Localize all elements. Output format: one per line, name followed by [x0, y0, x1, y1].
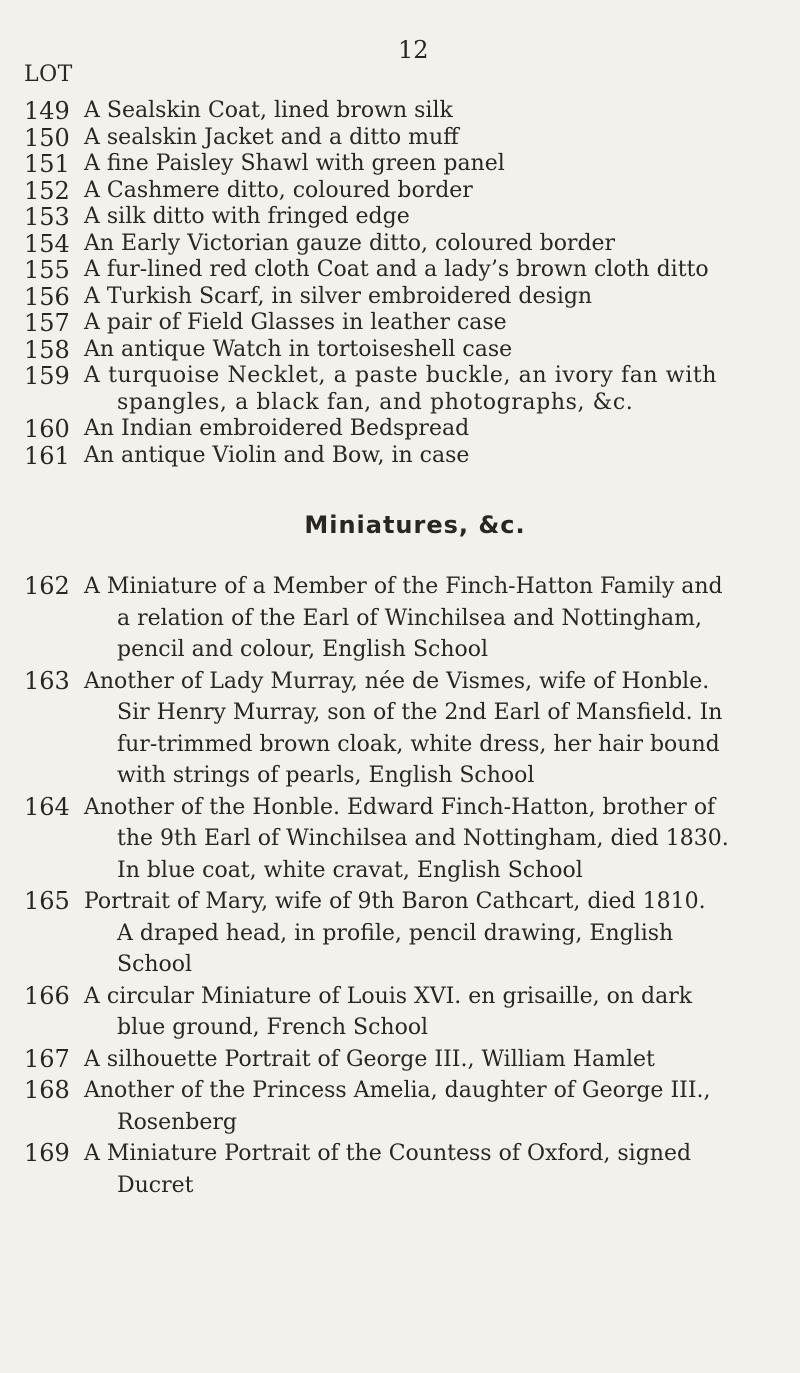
lot-description-continuation: fur-trimmed brown cloak, white dress, her hair bound: [117, 731, 720, 757]
lot-description-line: A sealskin Jacket and a ditto muff: [84, 124, 459, 150]
lot-description: [63, 284, 786, 311]
lot-description: [63, 257, 786, 284]
miniature-lot-row: [24, 1044, 786, 1076]
lot-description-continuation: A draped head, in profile, pencil drawing, English: [117, 920, 674, 946]
lot-description-line: A Miniature of a Member of the Finch-Hatton Family and: [84, 574, 723, 599]
lot-description-continuation: with strings of pearls, English School: [117, 763, 535, 788]
lot-description-continuation: Ducret: [117, 1172, 194, 1198]
lot-description: [63, 886, 786, 981]
lot-description-continuation: a relation of the Earl of Winchilsea and Nottingham,: [117, 605, 702, 631]
lot-description: [63, 337, 786, 364]
lot-description: [63, 125, 786, 152]
lot-description: [63, 1044, 786, 1076]
lot-description-continuation: School: [117, 952, 193, 977]
lot-column-heading: LOT: [24, 62, 73, 87]
lot-description-line: Another of Lady Murray, née de Vismes, wife of Honble.: [84, 668, 710, 694]
lot-description: [63, 666, 786, 792]
lot-description-line: Portrait of Mary, wife of 9th Baron Cathcart, died 1810.: [84, 889, 706, 914]
lot-description: [63, 981, 786, 1044]
lot-description-line: An antique Watch in tortoiseshell case: [84, 336, 513, 362]
lot-description-continuation: In blue coat, white cravat, English School: [117, 857, 583, 883]
lot-row: [24, 204, 786, 231]
lot-description-continuation: the 9th Earl of Winchilsea and Nottingham, died 1830.: [117, 826, 729, 851]
section-title-miniatures: Miniatures, &c.: [304, 511, 526, 539]
lot-description-line: A silk ditto with fringed edge: [84, 204, 410, 229]
lot-description: [63, 151, 786, 178]
lot-row: [24, 337, 786, 364]
lot-description-line: Another of the Honble. Edward Finch-Hatton, brother of: [84, 794, 716, 820]
lot-description-line: A Cashmere ditto, coloured border: [84, 177, 473, 203]
lot-description: [63, 1138, 786, 1201]
lot-number: 155: [24, 256, 70, 284]
lot-number: 167: [24, 1044, 70, 1073]
lot-description: [63, 310, 786, 337]
lot-description: [63, 178, 786, 205]
lot-description-continuation: spangles, a black fan, and photographs, &c.: [117, 389, 634, 415]
lot-number: 157: [24, 309, 70, 337]
miniature-lot-row: [24, 571, 786, 666]
miniature-lots: [24, 571, 786, 1201]
miniature-lot-row: [24, 981, 786, 1044]
miniature-lot-row: [24, 666, 786, 792]
lot-description: [63, 98, 786, 125]
lot-row: [24, 284, 786, 311]
lot-description-continuation: Rosenberg: [117, 1109, 237, 1135]
lot-description-line: A fine Paisley Shawl with green panel: [84, 151, 505, 176]
lot-description-continuation: pencil and colour, English School: [117, 637, 489, 662]
lot-row: [24, 257, 786, 284]
miniature-lot-row: [24, 1138, 786, 1201]
lot-description: [63, 231, 786, 258]
lot-description: [63, 204, 786, 231]
lot-description-line: A Sealskin Coat, lined brown silk: [84, 98, 453, 123]
lot-row: [24, 310, 786, 337]
lot-row: [24, 125, 786, 152]
lot-number: 150: [24, 123, 70, 152]
lot-row: [24, 231, 786, 258]
miniature-lot-row: [24, 792, 786, 887]
lot-number: 162: [24, 572, 70, 600]
lot-number: 149: [24, 97, 70, 125]
lot-description-line: An antique Violin and Bow, in case: [84, 442, 470, 468]
lot-row: [24, 178, 786, 205]
lot-description-line: A turquoise Necklet, a paste buckle, an ivory fan with: [84, 363, 718, 388]
page-number: 12: [398, 36, 429, 64]
lot-description-continuation: Sir Henry Murray, son of the 2nd Earl of Mansfield. In: [117, 700, 723, 725]
lot-number: 166: [24, 981, 70, 1010]
lot-number: 153: [24, 203, 70, 231]
lot-number: 164: [24, 792, 70, 821]
lot-row: [24, 363, 786, 416]
lot-number: 165: [24, 887, 70, 915]
lot-description-line: A silhouette Portrait of George III., William Hamlet: [84, 1046, 655, 1072]
lot-description: [63, 1075, 786, 1138]
general-lots: [24, 98, 786, 469]
lot-description-line: An Indian embroidered Bedspread: [84, 416, 470, 441]
miniature-lot-row: [24, 886, 786, 981]
lot-number: 160: [24, 415, 70, 443]
lot-description-line: A circular Miniature of Louis XVI. en grisaille, on dark: [84, 983, 693, 1009]
lot-number: 158: [24, 335, 70, 364]
lot-description-line: A fur-lined red cloth Coat and a lady’s brown cloth ditto: [84, 257, 709, 282]
lot-number: 159: [24, 362, 70, 390]
lot-number: 163: [24, 666, 70, 695]
lot-description: [63, 792, 786, 887]
lot-number: 168: [24, 1076, 70, 1104]
lot-description: [63, 363, 786, 416]
lot-number: 161: [24, 441, 70, 470]
lot-description-line: A pair of Field Glasses in leather case: [84, 310, 507, 335]
lot-list: [24, 98, 786, 1201]
lot-row: [24, 443, 786, 470]
lot-description-line: Another of the Princess Amelia, daughter of George III.,: [84, 1078, 711, 1103]
lot-number: 151: [24, 150, 70, 178]
lot-description: [63, 571, 786, 666]
lot-row: [24, 98, 786, 125]
lot-description: [63, 443, 786, 470]
lot-row: [24, 151, 786, 178]
lot-number: 154: [24, 229, 70, 258]
lot-description-line: A Turkish Scarf, in silver embroidered design: [84, 283, 593, 309]
lot-description: [63, 416, 786, 443]
lot-description-continuation: blue ground, French School: [117, 1015, 429, 1040]
lot-row: [24, 416, 786, 443]
lot-description-line: A Miniature Portrait of the Countess of Oxford, signed: [84, 1141, 692, 1166]
lot-number: 169: [24, 1139, 70, 1167]
miniature-lot-row: [24, 1075, 786, 1138]
lot-number: 152: [24, 176, 70, 205]
lot-number: 156: [24, 282, 70, 311]
lot-description-line: An Early Victorian gauze ditto, coloured border: [84, 230, 616, 256]
